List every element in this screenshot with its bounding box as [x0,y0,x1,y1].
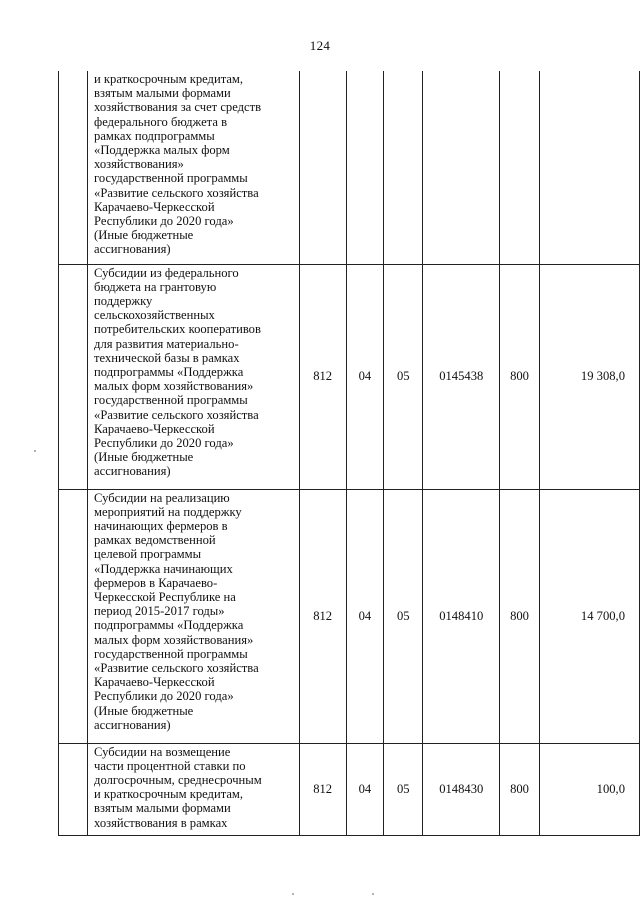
description-line: ассигнования) [94,242,171,257]
description-line: Карачаево-Черкесской [94,199,215,214]
description-line: государственной программы [94,393,248,408]
description-line: Карачаево-Черкесской [94,675,215,690]
description-line: (Иные бюджетные [94,703,194,718]
description-line: начинающих фермеров в [94,518,228,533]
pr-cell [384,71,423,264]
amount-cell: 100,0 [539,743,639,835]
row-index-cell [59,489,88,743]
description-line: Субсидии на возмещение [94,744,231,759]
description-line: для развития материально- [94,336,239,351]
vr-cell: 800 [500,489,540,743]
description-line: целевой программы [94,547,202,562]
description-line: (Иные бюджетные [94,450,194,465]
description-line: ассигнования) [94,464,171,479]
description-line: (Иные бюджетные [94,228,194,243]
description-line: рамках ведомственной [94,533,216,548]
ved-cell: 812 [299,264,346,489]
table-row [59,743,640,835]
rz-cell: 04 [346,743,383,835]
csr-cell: 0148410 [423,489,500,743]
description-line: потребительских кооперативов [94,322,261,337]
description-line: бюджета на грантовую [94,279,217,294]
amount-cell: 19 308,0 [539,264,639,489]
description-line: Субсидии из федерального [94,265,239,280]
row-index-cell [59,743,88,835]
description-line: «Развитие сельского хозяйства [94,660,259,675]
description-line: хозяйствования за счет средств [94,100,262,115]
description-line: подпрограммы «Поддержка [94,618,244,633]
description-line: и краткосрочным кредитам, [94,787,244,802]
row-index-cell [59,264,88,489]
description-line: и краткосрочным кредитам, [94,72,244,86]
row-index-cell [59,71,88,264]
pr-cell: 05 [384,264,423,489]
ved-cell: 812 [299,743,346,835]
description-line: «Поддержка начинающих [94,561,233,576]
page-number: 124 [309,38,331,53]
description-line: хозяйствования в рамках [94,815,228,830]
description-line: Республики до 2020 года» [94,435,234,450]
vr-cell: 800 [500,264,540,489]
scan-speck [292,893,294,895]
pr-cell: 05 [384,743,423,835]
budget-table [58,71,640,836]
description-line: период 2015-2017 годы» [94,604,225,619]
csr-cell: 0145438 [423,264,500,489]
description-line: мероприятий на поддержку [94,504,242,519]
description-line: «Поддержка малых форм [94,143,230,158]
rz-cell [346,71,383,264]
csr-cell [423,71,500,264]
description-line: государственной программы [94,646,248,661]
description-line: взятым малыми формами [94,801,231,816]
description-line: Черкесской Республике на [94,589,236,604]
description-line: долгосрочным, среднесрочным [94,772,262,787]
scan-speck [372,893,374,895]
csr-cell: 0148430 [423,743,500,835]
description-line: «Развитие сельского хозяйства [94,185,259,200]
row-description [88,264,300,489]
description-line: государственной программы [94,171,248,186]
row-description [88,743,300,835]
rz-cell: 04 [346,264,383,489]
description-line: части процентной ставки по [94,758,246,773]
vr-cell [500,71,540,264]
description-line: малых форм хозяйствования» [94,379,254,394]
description-line: рамках подпрограммы [94,128,215,143]
description-line: фермеров в Карачаево- [94,575,218,590]
description-line: подпрограммы «Поддержка [94,364,244,379]
table-row [59,489,640,743]
description-line: технической базы в рамках [94,350,240,365]
description-line: поддержку [94,293,153,308]
scan-speck [34,450,36,452]
row-description [88,489,300,743]
amount-cell [539,71,639,264]
description-line: Карачаево-Черкесской [94,421,215,436]
description-line: Субсидии на реализацию [94,490,230,505]
ved-cell [299,71,346,264]
description-line: Республики до 2020 года» [94,689,234,704]
description-line: ассигнования) [94,717,171,732]
description-line: Республики до 2020 года» [94,214,234,229]
description-line: сельскохозяйственных [94,308,215,323]
description-line: взятым малыми формами [94,86,231,101]
row-description [88,71,300,264]
ved-cell: 812 [299,489,346,743]
description-line: федерального бюджета в [94,114,228,129]
table-row [59,264,640,489]
pr-cell: 05 [384,489,423,743]
vr-cell: 800 [500,743,540,835]
description-line: хозяйствования» [94,157,184,172]
amount-cell: 14 700,0 [539,489,639,743]
table-row [59,71,640,264]
description-line: малых форм хозяйствования» [94,632,254,647]
description-line: «Развитие сельского хозяйства [94,407,259,422]
rz-cell: 04 [346,489,383,743]
